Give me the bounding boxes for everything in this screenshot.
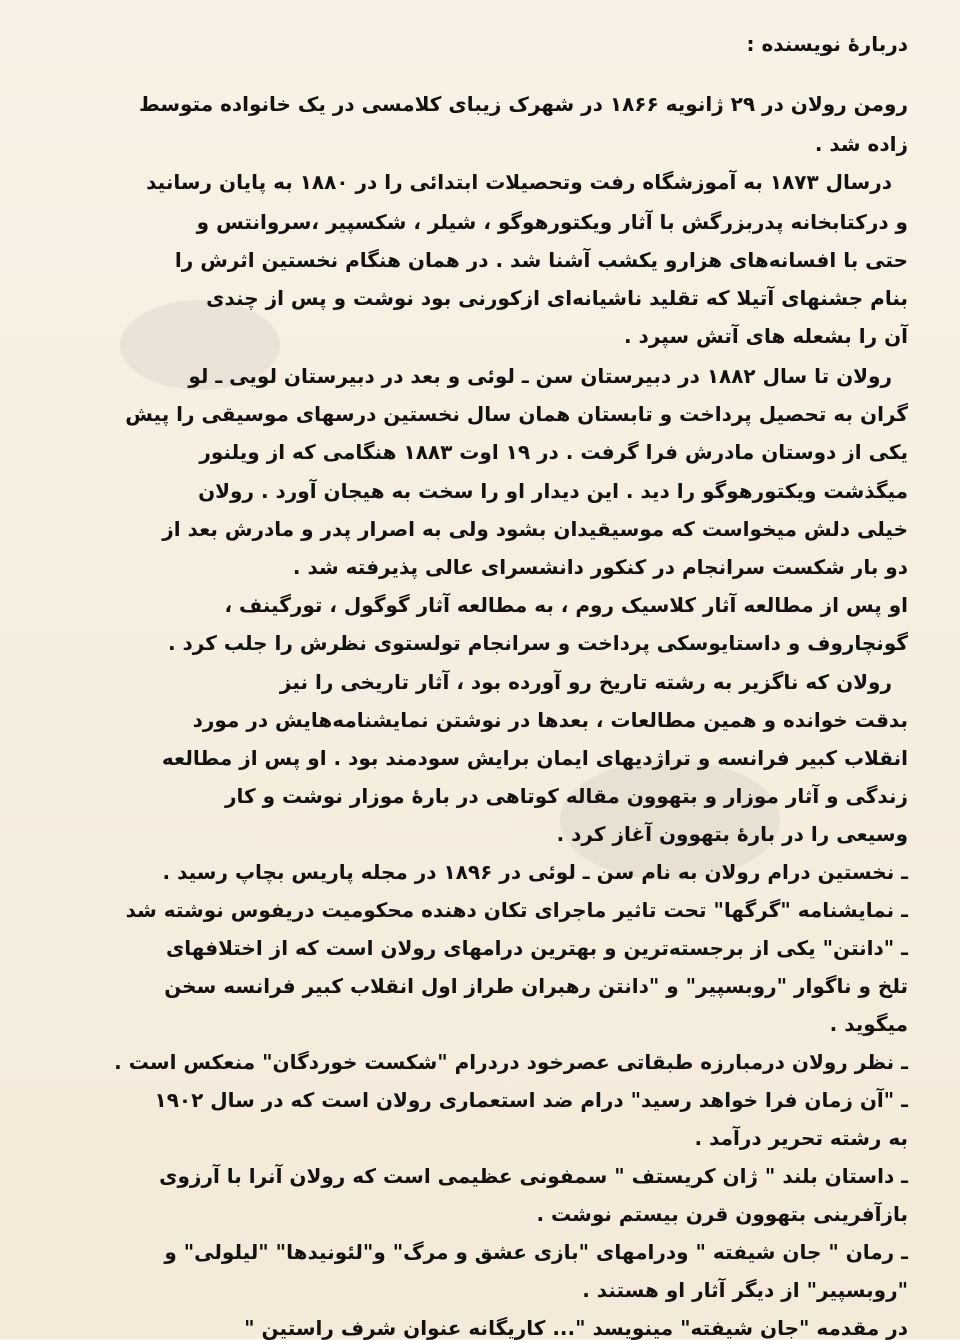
text-line: او پس از مطالعه آثار کلاسیک روم ، به مطالعه آثار گوگول ، تورگینف ، — [224, 593, 908, 617]
text-line: رولان تا سال ۱۸۸۲ در دبیرستان سن ـ لوئی و بعد در دبیرستان لویی ـ لو — [188, 364, 892, 388]
text-line: رومن رولان در ۲۹ ژانویه ۱۸۶۶ در شهرک زیبای کلامسی در یک خانواده متوسط — [138, 92, 908, 116]
text-line: و درکتابخانه پدربزرگش با آثار ویکتورهوگو ، شیلر ، شکسپیر ،سروانتس و — [196, 210, 908, 234]
text-line: رولان که ناگزیر به رشته تاریخ رو آورده بود ، آثار تاریخی را نیز — [279, 670, 892, 694]
text-line: میگوید . — [829, 1012, 908, 1036]
text-line: گونچاروف و داستایوسکی پرداخت و سرانجام تولستوی نظرش را جلب کرد . — [167, 631, 908, 655]
text-line: انقلاب کبیر فرانسه و تراژدیهای ایمان برایش سودمند بود . او پس از مطالعه — [161, 746, 908, 770]
text-line: دو بار شکست سرانجام در کنکور دانشسرای عالی پذیرفته شد . — [292, 555, 908, 579]
text-line: "روبسپیر" از دیگر آثار او هستند . — [582, 1278, 908, 1302]
text-line: وسیعی را در بارهٔ بتهوون آغاز کرد . — [556, 822, 908, 846]
text-line: خیلی دلش میخواست که موسیقیدان بشود ولی به اصرار پدر و مادرش بعد از — [162, 517, 908, 541]
text-line: ـ نخستین درام رولان به نام سن ـ لوئی در ۱۸۹۶ در مجله پاریس بچاپ رسید . — [162, 860, 908, 884]
text-line: زاده شد . — [814, 132, 908, 156]
text-line: زندگی و آثار موزار و بتهوون مقاله کوتاهی در بارهٔ موزار نوشت و کار — [224, 784, 908, 808]
text-line: یکی از دوستان مادرش فرا گرفت . در ۱۹ اوت ۱۸۸۳ هنگامی که از ویلنور — [199, 440, 908, 464]
text-line: درسال ۱۸۷۳ به آموزشگاه رفت وتحصیلات ابتدائی را در ۱۸۸۰ به پایان رسانید — [146, 170, 892, 194]
text-line: آن را بشعله های آتش سپرد . — [624, 324, 908, 348]
document-heading: دربارهٔ نویسنده : — [746, 32, 908, 56]
text-line: گران به تحصیل پرداخت و تابستان همان سال نخستین درسهای موسیقی را پیش — [125, 402, 908, 426]
text-line: ـ نمایشنامه "گرگها" تحت تاثیر ماجرای تکان دهنده محکومیت دریفوس نوشته شد — [125, 898, 908, 922]
text-line: به رشته تحریر درآمد . — [694, 1126, 908, 1150]
text-line: بنام جشنهای آتیلا که تقلید ناشیانه‌ای ازکورنی بود نوشت و پس از چندی — [206, 286, 908, 310]
text-line: ـ "آن زمان فرا خواهد رسید" درام ضد استعماری رولان است که در سال ۱۹۰۲ — [154, 1088, 908, 1112]
text-line: ـ رمان " جان شیفته " ودرامهای "بازی عشق و مرگ" و"لئونیدها" "لیلولی" و — [164, 1240, 908, 1264]
text-line: حتی با افسانه‌های هزارو یکشب آشنا شد . در همان هنگام نخستین اثرش را — [174, 248, 908, 272]
text-line: ـ داستان بلند " ژان کریستف " سمفونی عظیمی است که رولان آنرا با آرزوی — [159, 1164, 908, 1188]
text-line: در مقدمه "جان شیفته" مینویسد "... کاریگانه عنوان شرف راستین " — [244, 1316, 908, 1340]
text-line: بدقت خوانده و همین مطالعات ، بعدها در نوشتن نمایشنامه‌هایش در مورد — [192, 708, 908, 732]
text-line: بازآفرینی بتهوون قرن بیستم نوشت . — [536, 1202, 908, 1226]
text-line: میگذشت ویکتورهوگو را دید . این دیدار او را سخت به هیجان آورد . رولان — [198, 479, 908, 503]
text-line: ـ "دانتن" یکی از برجسته‌ترین و بهترین درامهای رولان است که از اختلافهای — [165, 936, 908, 960]
text-line: ـ نظر رولان درمبارزه طبقاتی عصرخود دردرام "شکست خوردگان" منعکس است . — [114, 1050, 908, 1074]
text-line: تلخ و ناگوار "روبسپیر" و "دانتن رهبران طراز اول انقلاب کبیر فرانسه سخن — [164, 974, 908, 998]
